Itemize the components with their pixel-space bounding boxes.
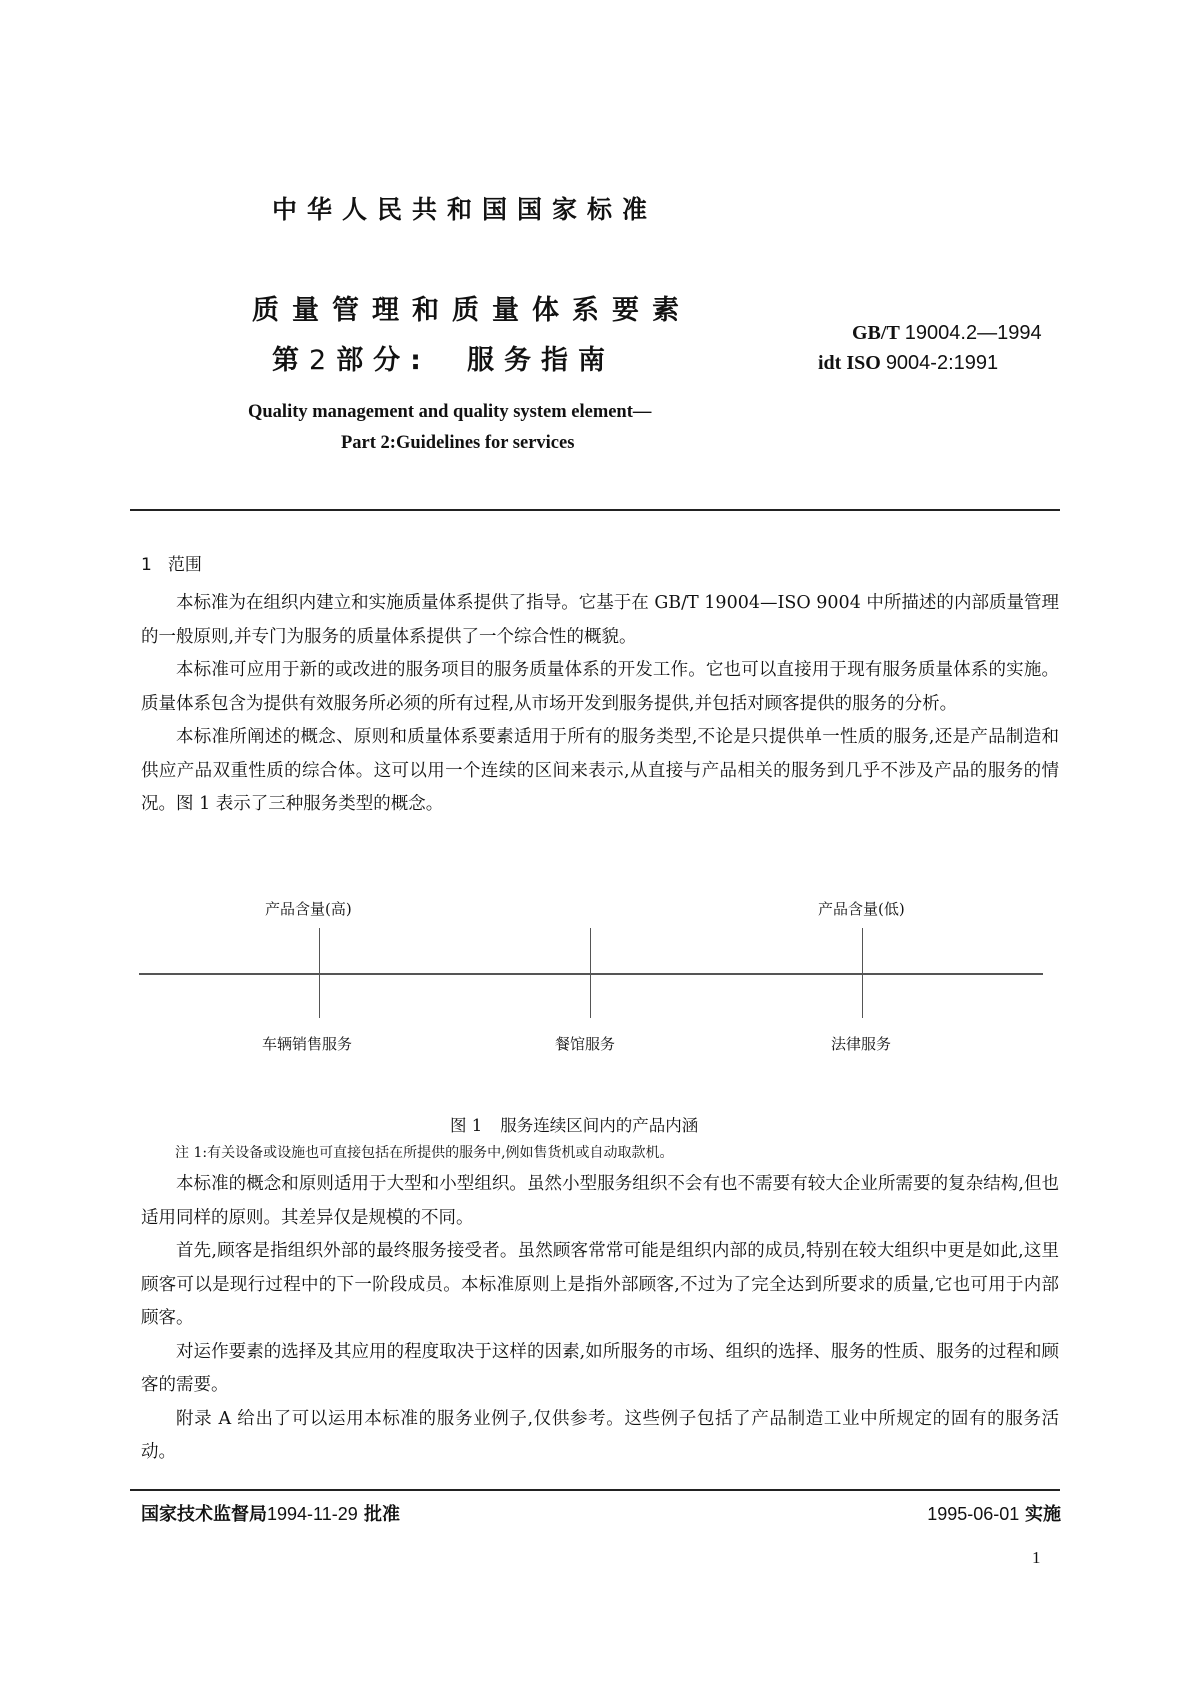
- paragraph: 本标准的概念和原则适用于大型和小型组织。虽然小型服务组织不会有也不需要有较大企业所需要的复杂结构,但也适用同样的原则。其差异仅是规模的不同。: [141, 1174, 1059, 1228]
- paragraph: 本标准可应用于新的或改进的服务项目的服务质量体系的开发工作。它也可以直接用于现有服务质量体系的实施。质量体系包含为提供有效服务所必须的所有过程,从市场开发到服务提供,并包括对顾客提供的服务的分析。: [141, 660, 1059, 714]
- approving-authority: 国家技术监督局: [141, 1504, 267, 1525]
- continuum-tick: [319, 928, 320, 1018]
- continuum-tick: [590, 928, 591, 1018]
- paragraph: 本标准为在组织内建立和实施质量体系提供了指导。它基于在 GB/T 19004—ISO 9004 中所描述的内部质量管理的一般原则,并专门为服务的质量体系提供了一个综合性的概貌。: [141, 593, 1059, 647]
- paragraph: 附录 A 给出了可以运用本标准的服务业例子,仅供参考。这些例子包括了产品制造工业中所规定的固有的服务活动。: [141, 1408, 1059, 1462]
- document-subtitle-en: Part 2:Guidelines for services: [341, 433, 575, 453]
- figure-caption: [450, 1112, 698, 1136]
- document-subtitle-cn: [272, 338, 615, 377]
- footer-divider: [130, 1489, 1060, 1491]
- part-subject: 服务指南: [467, 345, 615, 376]
- standard-code-number: 19004.2—1994: [904, 322, 1042, 344]
- standard-code: [852, 322, 1042, 345]
- figure-label-vehicle-sales: 车辆销售服务: [262, 1035, 353, 1053]
- national-standard-heading: 中华人民共和国国家标准: [272, 195, 658, 224]
- paragraph: 首先,顾客是指组织外部的最终服务接受者。虽然顾客常常可能是组织内部的成员,特别在较大组织中更是如此,这里顾客可以是现行过程中的下一阶段成员。本标准原则上是指外部顾客,不过为了完全达到所要求的质量,它也可用于内部顾客。: [141, 1241, 1059, 1328]
- paragraph: 对运作要素的选择及其应用的程度取决于这样的因素,如所服务的市场、组织的选择、服务的性质、服务的过程和顾客的需要。: [141, 1341, 1059, 1395]
- part-number: 2: [309, 345, 337, 376]
- iso-equivalent-code: [818, 352, 998, 375]
- header-divider: [130, 509, 1060, 511]
- idt-number: 9004-2:1991: [885, 352, 999, 374]
- figure-note: 注 1:有关设备或设施也可直接包括在所提供的服务中,例如售货机或自动取款机。: [175, 1145, 674, 1161]
- figure-number: 图 1: [450, 1116, 483, 1135]
- section-title: 范围: [167, 555, 202, 575]
- figure-caption-text: 服务连续区间内的产品内涵: [500, 1116, 699, 1135]
- effective-info: [927, 1500, 1061, 1526]
- page-number: 1: [1032, 1548, 1041, 1567]
- figure-label-low-product: 产品含量(低): [818, 900, 905, 918]
- continuum-axis-line: [139, 973, 1043, 975]
- paragraph: 本标准所阐述的概念、原则和质量体系要素适用于所有的服务类型,不论是只提供单一性质的服务,还是产品制造和供应产品双重性质的综合体。这可以用一个连续的区间来表示,从直接与产品相关的服务到几乎不涉及产品的服务的情况。图 1 表示了三种服务类型的概念。: [141, 727, 1059, 814]
- approval-date: 1994-11-29: [267, 1504, 358, 1524]
- standard-code-prefix: GB/T: [852, 322, 900, 344]
- effective-word: 实施: [1025, 1504, 1061, 1525]
- figure-label-legal: 法律服务: [831, 1035, 892, 1053]
- section-heading: [141, 550, 202, 575]
- section-number: 1: [141, 555, 152, 575]
- body-text-before-figure: [141, 587, 1059, 822]
- continuum-tick: [862, 928, 863, 1018]
- part-prefix: 第: [272, 345, 309, 376]
- idt-prefix: idt ISO: [818, 352, 881, 374]
- effective-date: 1995-06-01: [927, 1504, 1020, 1524]
- approval-word: 批准: [364, 1504, 401, 1525]
- document-title-cn: 质量管理和质量体系要素: [252, 295, 692, 326]
- figure-label-high-product: 产品含量(高): [265, 900, 352, 918]
- figure-label-restaurant: 餐馆服务: [555, 1035, 616, 1053]
- body-text-after-figure: [141, 1168, 1059, 1470]
- part-label: 部分:: [336, 345, 431, 376]
- document-title-en: Quality management and quality system element—: [248, 402, 652, 422]
- approval-info: [141, 1500, 400, 1526]
